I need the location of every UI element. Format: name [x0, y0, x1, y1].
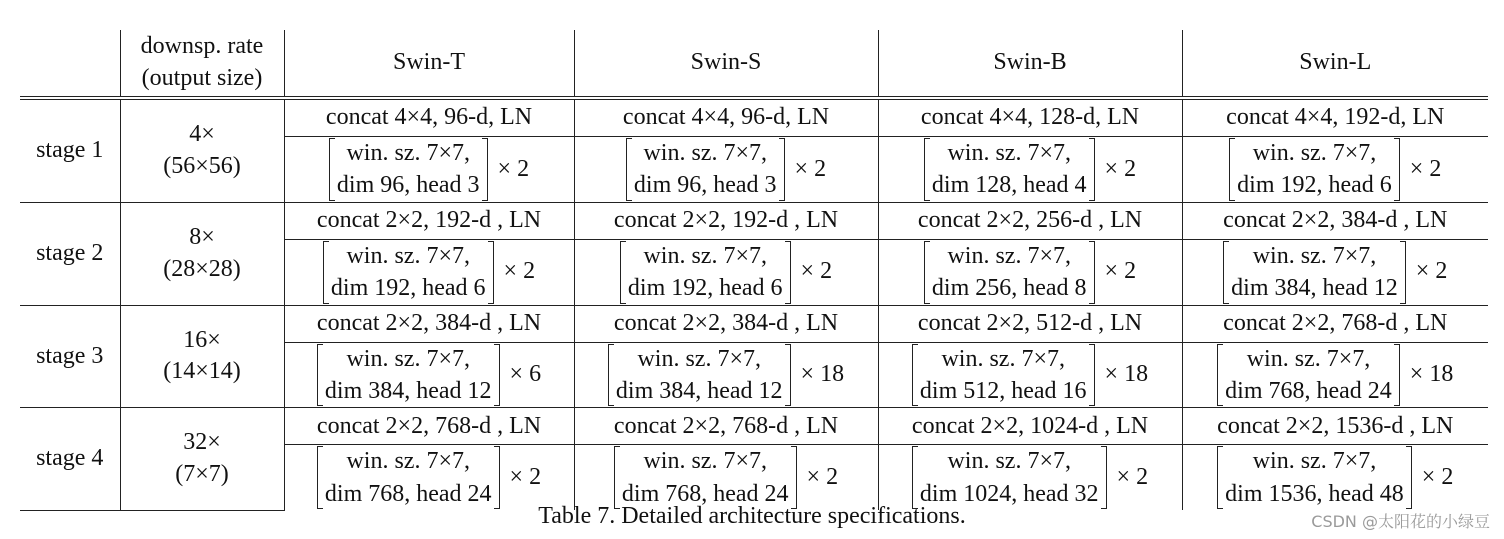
block-spec — [329, 137, 529, 202]
block-spec — [1229, 137, 1441, 202]
window-size: win. sz. 7×7, — [643, 242, 767, 269]
downsample-rate: 4× — [189, 121, 215, 148]
concat-cell: concat 4×4, 192-d, LN — [1182, 98, 1488, 137]
repeat-count: × 18 — [800, 361, 845, 388]
dim-head: dim 384, head 12 — [615, 377, 783, 404]
concat-cell: concat 4×4, 96-d, LN — [574, 98, 878, 137]
concat-cell: concat 2×2, 768-d , LN — [1182, 305, 1488, 342]
block-cell — [574, 342, 878, 408]
block-spec — [1217, 343, 1453, 408]
block-cell — [1182, 239, 1488, 305]
stage-label: stage 4 — [20, 408, 120, 510]
concat-cell: concat 4×4, 96-d, LN — [284, 98, 574, 137]
concat-cell: concat 2×2, 256-d , LN — [878, 202, 1182, 239]
block-cell — [284, 239, 574, 305]
block-spec — [924, 137, 1136, 202]
header-swin-l: Swin-L — [1182, 30, 1488, 98]
bracket-matrix — [614, 445, 797, 510]
block-cell — [878, 342, 1182, 408]
concat-cell: concat 2×2, 384-d , LN — [284, 305, 574, 342]
concat-cell: concat 2×2, 512-d , LN — [878, 305, 1182, 342]
bracket-matrix — [924, 137, 1095, 202]
repeat-count: × 2 — [1104, 258, 1137, 285]
header-downsp-line1: downsp. rate — [140, 33, 264, 60]
block-cell — [574, 137, 878, 203]
block-spec — [626, 137, 826, 202]
dim-head: dim 96, head 3 — [633, 172, 777, 199]
header-downsp-rate — [120, 30, 284, 98]
repeat-count: × 2 — [806, 463, 839, 490]
bracket-matrix — [1223, 240, 1406, 305]
dim-head: dim 256, head 8 — [931, 275, 1087, 302]
window-size: win. sz. 7×7, — [637, 345, 761, 372]
dim-head: dim 1024, head 32 — [919, 480, 1099, 507]
bracket-matrix — [912, 343, 1095, 408]
downsample-rate-cell — [120, 202, 284, 305]
bracket-matrix — [1217, 343, 1400, 408]
repeat-count: × 18 — [1409, 361, 1454, 388]
bracket-matrix — [317, 343, 500, 408]
dim-head: dim 384, head 12 — [324, 377, 492, 404]
repeat-count: × 2 — [794, 155, 827, 182]
window-size: win. sz. 7×7, — [1252, 140, 1377, 166]
block-cell — [878, 239, 1182, 305]
dim-head: dim 512, head 16 — [919, 377, 1087, 404]
block-cell — [1182, 342, 1488, 408]
window-size: win. sz. 7×7, — [1252, 242, 1377, 269]
block-spec — [323, 240, 535, 305]
block-cell — [878, 137, 1182, 203]
block-spec — [924, 240, 1136, 305]
downsample-rate-cell — [120, 305, 284, 408]
block-cell — [1182, 137, 1488, 203]
window-size: win. sz. 7×7, — [1252, 448, 1377, 475]
concat-cell: concat 2×2, 1024-d , LN — [878, 408, 1182, 445]
window-size: win. sz. 7×7, — [346, 242, 470, 269]
block-spec — [317, 445, 541, 510]
concat-cell: concat 4×4, 128-d, LN — [878, 98, 1182, 137]
dim-head: dim 1536, head 48 — [1225, 480, 1404, 507]
bracket-matrix — [323, 240, 494, 305]
block-spec — [317, 343, 541, 408]
header-swin-s: Swin-S — [574, 30, 878, 98]
dim-head: dim 768, head 24 — [1225, 377, 1392, 404]
header-empty — [20, 30, 120, 98]
concat-cell: concat 2×2, 768-d , LN — [574, 408, 878, 445]
downsample-rate-cell — [120, 98, 284, 202]
block-cell — [284, 445, 574, 510]
window-size: win. sz. 7×7, — [1246, 345, 1371, 372]
output-size: (56×56) — [163, 152, 241, 179]
window-size: win. sz. 7×7, — [947, 140, 1071, 166]
window-size: win. sz. 7×7, — [643, 448, 767, 475]
output-size: (28×28) — [163, 255, 241, 282]
block-cell — [284, 137, 574, 203]
block-spec — [912, 445, 1148, 510]
block-spec — [608, 343, 844, 408]
window-size: win. sz. 7×7, — [941, 345, 1065, 372]
dim-head: dim 96, head 3 — [336, 172, 480, 199]
bracket-matrix — [1229, 137, 1400, 202]
block-spec — [614, 445, 838, 510]
repeat-count: × 2 — [800, 258, 833, 285]
block-spec — [1217, 445, 1453, 510]
block-spec — [620, 240, 832, 305]
downsample-rate: 8× — [189, 224, 215, 250]
repeat-count: × 18 — [1104, 361, 1149, 388]
window-size: win. sz. 7×7, — [346, 345, 470, 372]
dim-head: dim 768, head 24 — [621, 480, 789, 507]
block-cell — [284, 342, 574, 408]
block-cell — [574, 445, 878, 510]
architecture-table-container — [20, 30, 1488, 511]
header-downsp-line2: (output size) — [141, 65, 263, 91]
concat-cell: concat 2×2, 1536-d , LN — [1182, 408, 1488, 445]
watermark: CSDN @太阳花的小绿豆 — [1311, 512, 1490, 531]
downsample-rate: 32× — [183, 429, 221, 456]
bracket-matrix — [620, 240, 791, 305]
header-swin-b: Swin-B — [878, 30, 1182, 98]
concat-cell: concat 2×2, 384-d , LN — [574, 305, 878, 342]
repeat-count: × 2 — [1409, 155, 1442, 182]
table-row — [20, 202, 1488, 239]
stage-label: stage 3 — [20, 305, 120, 408]
dim-head: dim 128, head 4 — [931, 172, 1087, 199]
dim-head: dim 192, head 6 — [1237, 172, 1392, 199]
output-size: (7×7) — [175, 460, 229, 487]
bracket-matrix — [608, 343, 791, 408]
header-swin-t: Swin-T — [284, 30, 574, 98]
repeat-count: × 2 — [497, 155, 530, 182]
table-caption: Table 7. Detailed architecture specifications. — [538, 503, 966, 529]
bracket-matrix — [924, 240, 1095, 305]
window-size: win. sz. 7×7, — [346, 448, 470, 475]
stage-label: stage 1 — [20, 98, 120, 202]
table-body — [20, 98, 1488, 510]
repeat-count: × 2 — [1104, 155, 1137, 182]
repeat-count: × 6 — [509, 361, 542, 388]
repeat-count: × 2 — [1415, 258, 1448, 285]
dim-head: dim 768, head 24 — [324, 480, 492, 507]
window-size: win. sz. 7×7, — [947, 242, 1071, 269]
bracket-matrix — [1217, 445, 1412, 510]
concat-cell: concat 2×2, 768-d , LN — [284, 408, 574, 445]
table-row — [20, 305, 1488, 342]
repeat-count: × 2 — [1421, 463, 1454, 490]
repeat-count: × 2 — [1116, 463, 1149, 490]
concat-cell: concat 2×2, 384-d , LN — [1182, 202, 1488, 239]
stage-label: stage 2 — [20, 202, 120, 305]
repeat-count: × 2 — [509, 463, 542, 490]
block-cell — [1182, 445, 1488, 510]
header-row — [20, 30, 1488, 98]
block-spec — [912, 343, 1148, 408]
window-size: win. sz. 7×7, — [643, 140, 767, 166]
window-size: win. sz. 7×7, — [346, 140, 470, 166]
downsample-rate: 16× — [183, 326, 221, 353]
table-row — [20, 98, 1488, 137]
dim-head: dim 192, head 6 — [627, 275, 783, 302]
concat-cell: concat 2×2, 192-d , LN — [574, 202, 878, 239]
output-size: (14×14) — [163, 358, 241, 385]
bracket-matrix — [912, 445, 1107, 510]
dim-head: dim 384, head 12 — [1231, 275, 1398, 302]
concat-cell: concat 2×2, 192-d , LN — [284, 202, 574, 239]
window-size: win. sz. 7×7, — [947, 448, 1071, 475]
downsample-rate-cell — [120, 408, 284, 510]
repeat-count: × 2 — [503, 258, 536, 285]
bracket-matrix — [626, 137, 785, 202]
bracket-matrix — [317, 445, 500, 510]
block-cell — [878, 445, 1182, 510]
table-row — [20, 408, 1488, 445]
dim-head: dim 192, head 6 — [330, 275, 486, 302]
bracket-matrix — [329, 137, 488, 202]
block-cell — [574, 239, 878, 305]
block-spec — [1223, 240, 1447, 305]
architecture-table — [20, 30, 1488, 511]
